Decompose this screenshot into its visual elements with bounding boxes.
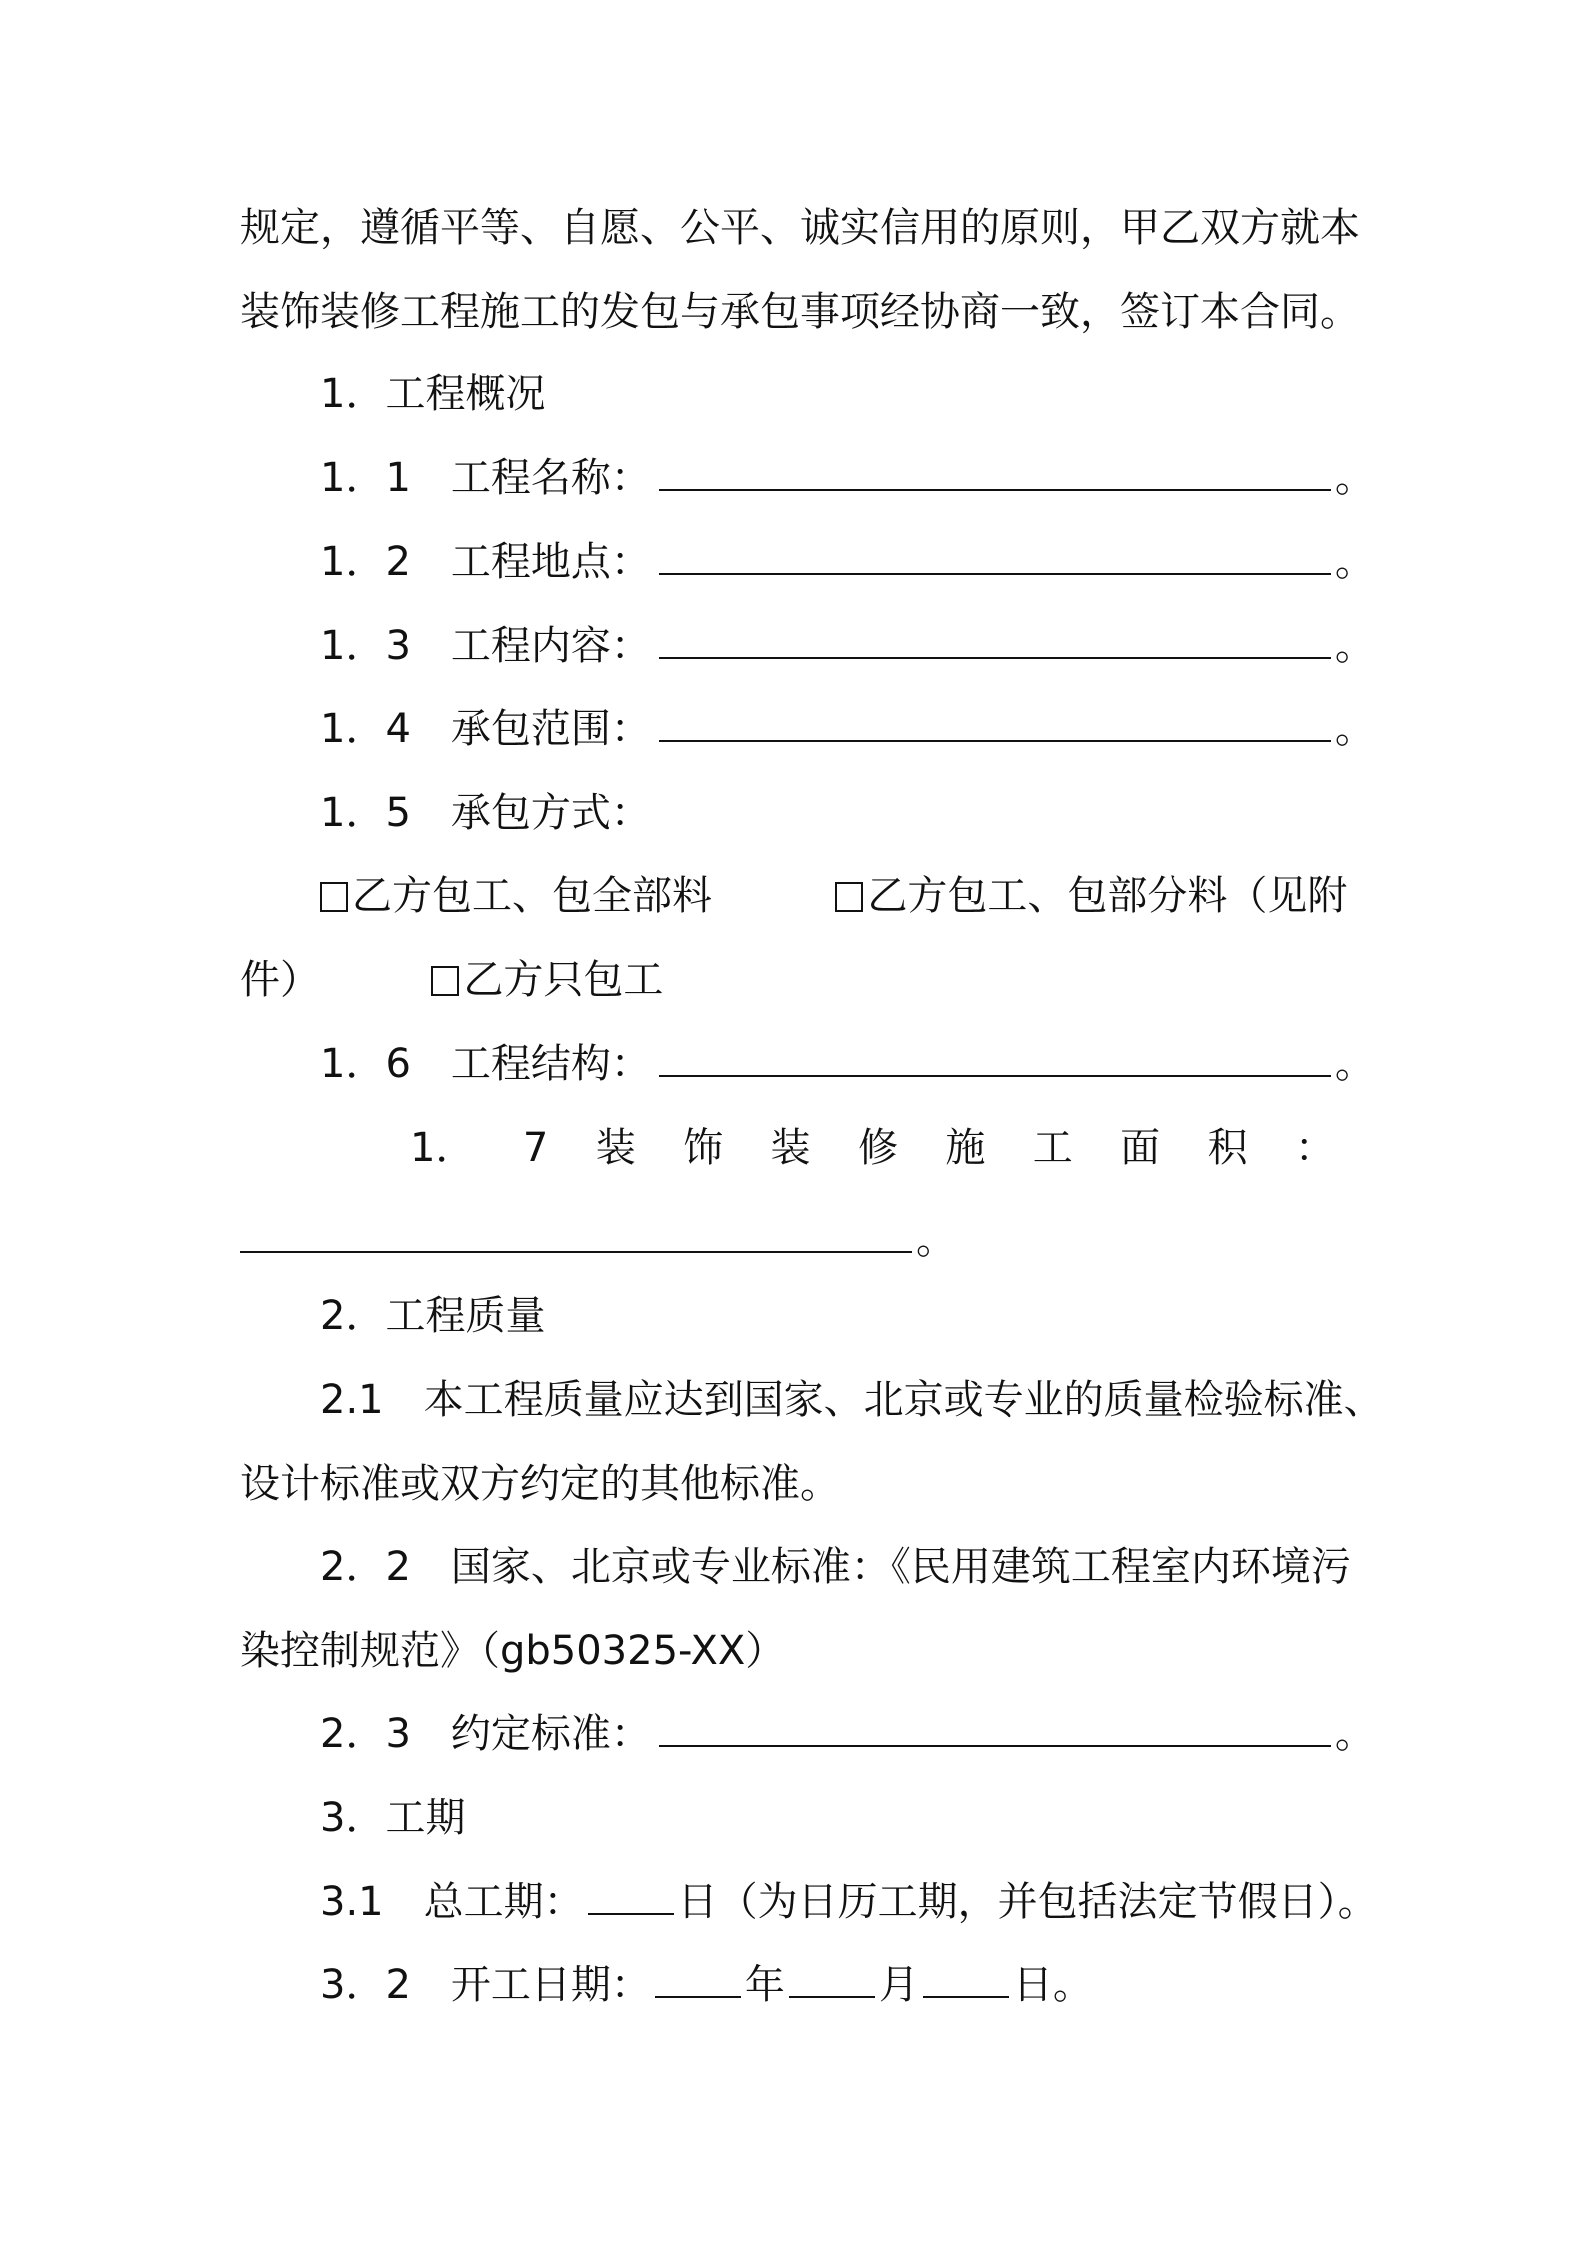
item-2-1-line-1: 2.1 本工程质量应达到国家、北京或专业的质量检验标准、	[320, 1377, 1384, 1423]
item-label: 1．6 工程结构：	[320, 1041, 651, 1087]
section-1-title: 1．工程概况	[320, 371, 546, 417]
checkbox-option-c[interactable]	[431, 966, 459, 996]
month-label: 月	[878, 1962, 919, 2008]
item-label: 1．4 承包范围：	[320, 706, 651, 752]
item-1-4	[320, 701, 1375, 757]
day-label: 日。	[1012, 1962, 1093, 2008]
item-label: 1．2 工程地点：	[320, 539, 651, 585]
item-2-3	[320, 1706, 1375, 1762]
justified-char: 施	[945, 1125, 986, 1171]
item-2-2-line-1: 2．2 国家、北京或专业标准：《民用建筑工程室内环境污	[320, 1544, 1351, 1590]
item-1-1	[320, 450, 1375, 506]
blank-field[interactable]	[659, 1715, 1331, 1747]
item-2-1-line-2: 设计标准或双方约定的其他标准。	[240, 1461, 840, 1507]
item-label: 2．3 约定标准：	[320, 1711, 651, 1757]
item-label: 3.1 总工期：	[320, 1879, 584, 1925]
options-line-1	[320, 868, 1350, 924]
option-a-label: 乙方包工、包全部料	[352, 873, 712, 919]
blank-field[interactable]	[659, 543, 1331, 575]
item-label: 1．3 工程内容：	[320, 623, 651, 669]
justified-char: 7	[522, 1125, 549, 1171]
justified-char: 修	[857, 1125, 898, 1171]
justified-char: 饰	[683, 1125, 724, 1171]
checkbox-option-b[interactable]	[835, 882, 863, 912]
blank-field[interactable]	[240, 1221, 912, 1253]
period: 。	[1334, 706, 1375, 752]
section-2-title: 2．工程质量	[320, 1293, 546, 1339]
item-1-2	[320, 534, 1375, 590]
intro-line-2: 装饰装修工程施工的发包与承包事项经协商一致，签订本合同。	[240, 289, 1360, 335]
justified-char: ：	[1294, 1125, 1335, 1171]
justified-char: 积	[1207, 1125, 1248, 1171]
period: 。	[1334, 1041, 1375, 1087]
item-rest: 日（为日历工期，并包括法定节假日）。	[677, 1879, 1378, 1925]
period: 。	[1334, 1711, 1375, 1757]
justified-char: 装	[770, 1125, 811, 1171]
section-3-title: 3．工期	[320, 1795, 466, 1841]
item-1-7-blank	[240, 1212, 1350, 1268]
blank-field[interactable]	[659, 1045, 1331, 1077]
item-1-3	[320, 618, 1375, 674]
period: 。	[1334, 539, 1375, 585]
item-2-2-line-2: 染控制规范》（gb50325-XX）	[240, 1628, 786, 1674]
month-blank[interactable]	[789, 1966, 875, 1998]
item-label: 1．1 工程名称：	[320, 455, 651, 501]
justified-char: 装	[595, 1125, 636, 1171]
day-blank[interactable]	[923, 1966, 1009, 1998]
blank-field[interactable]	[659, 710, 1331, 742]
justified-char: 面	[1120, 1125, 1161, 1171]
justified-char: 工	[1032, 1125, 1073, 1171]
days-blank[interactable]	[588, 1883, 674, 1915]
item-1-5: 1．5 承包方式：	[320, 790, 651, 836]
year-label: 年	[744, 1962, 785, 2008]
options-line-2	[240, 952, 1350, 1008]
item-3-2	[320, 1957, 1350, 2013]
item-1-6	[320, 1036, 1375, 1092]
item-1-7-label	[410, 1120, 1335, 1176]
blank-field[interactable]	[659, 459, 1331, 491]
checkbox-option-a[interactable]	[320, 882, 348, 912]
year-blank[interactable]	[655, 1966, 741, 1998]
period: 。	[1334, 455, 1375, 501]
period: 。	[916, 1217, 956, 1263]
intro-line-1: 规定，遵循平等、自愿、公平、诚实信用的原则，甲乙双方就本	[240, 205, 1360, 251]
item-label: 3．2 开工日期：	[320, 1962, 651, 2008]
option-c-label: 乙方只包工	[463, 957, 664, 1003]
option-b-label: 乙方包工、包部分料（见附	[867, 873, 1348, 919]
item-3-1	[320, 1874, 1378, 1930]
justified-char: 1．	[410, 1125, 476, 1171]
period: 。	[1334, 623, 1375, 669]
blank-field[interactable]	[659, 627, 1331, 659]
option-b-continuation: 件）	[240, 957, 320, 1003]
